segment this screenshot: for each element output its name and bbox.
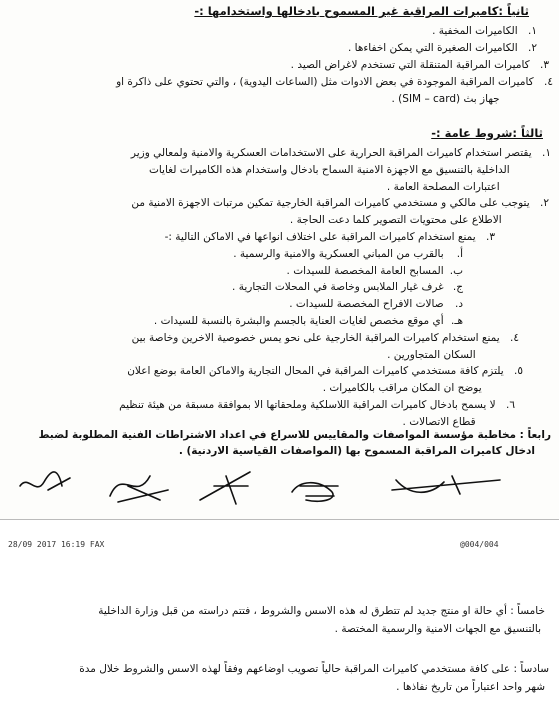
item-number: ج. bbox=[452, 281, 463, 294]
section-5-line-1: خامساً : أي حالة او منتج جديد لم تتطرق له هذه الاسس والشروط ، فتتم دراسته من قبل وزارة الداخلية bbox=[98, 605, 545, 617]
item-number: ٦. bbox=[506, 399, 515, 411]
s3-line bbox=[127, 364, 523, 378]
section-2-heading: ثانياً :كاميرات المراقبة غير المسموح بادخالها واستخدامها :- bbox=[194, 4, 529, 18]
item-text: لا يسمح بادخال كاميرات المراقبة اللاسلكية وملحقاتها الا بموافقة مسبقة من هيئة تنظيم bbox=[119, 399, 496, 411]
s3-line bbox=[233, 247, 463, 261]
s3-line bbox=[387, 180, 519, 194]
section-5-line-2: بالتنسيق مع الجهات الامنية والرسمية المختصة . bbox=[334, 623, 541, 635]
item-number: ١. bbox=[542, 147, 551, 159]
s3-line bbox=[289, 297, 463, 311]
item-text: يتوجب على مالكي و مستخدمي كاميرات المراقبة الخارجية تمكين مرتبات الاجهزة الامنية من bbox=[131, 197, 530, 210]
s3-line bbox=[287, 264, 463, 278]
item-text: المسابح العامة المخصصة للسيدات . bbox=[286, 264, 444, 277]
item-text: جهاز بث (SIM – card) . bbox=[391, 93, 500, 105]
section-3-heading: ثالثاً :شروط عامة :- bbox=[431, 126, 543, 140]
s3-line bbox=[119, 398, 515, 412]
s3-line bbox=[403, 415, 495, 429]
item-text: يوضح ان المكان مراقب بالكاميرات . bbox=[322, 382, 482, 395]
s2-line bbox=[116, 75, 553, 89]
s2-line bbox=[392, 92, 520, 106]
s3-line bbox=[290, 213, 521, 227]
s3-line bbox=[132, 331, 519, 345]
item-number: ٤. bbox=[510, 331, 519, 344]
s3-line bbox=[232, 280, 463, 294]
item-text: صالات الافراح المخصصة للسيدات . bbox=[289, 298, 444, 311]
s2-line bbox=[432, 24, 537, 38]
section-6-line-2: شهر واحد اعتباراً من تاريخ نفاذها . bbox=[396, 681, 545, 693]
item-text: يمنع استخدام كاميرات المراقبة على اختلاف انواعها في الاماكن التالية :- bbox=[164, 231, 476, 243]
section-4-line-1: رابعاً : مخاطبة مؤسسة المواصفات والمقاييس للاسراع في اعداد الاشتراطات الفنية المطلوبة لضبط bbox=[38, 429, 551, 441]
item-text: كاميرات المراقبة الموجودة في بعض الادوات مثل (الساعات اليدوية) ، والتي تحتوي على ذاكرة او bbox=[116, 76, 534, 88]
item-text: بالقرب من المباني العسكرية والامنية والرسمية . bbox=[233, 247, 444, 260]
section-6-line-1: سادساً : على كافة مستخدمي كاميرات المراقبة حالياً تصويب اوضاعهم وفقاً لهذه الاسس والشروط خلال مدة bbox=[79, 663, 549, 675]
item-number: ٣. bbox=[486, 231, 495, 243]
item-number: أ. bbox=[456, 247, 463, 260]
item-text: كاميرات المراقبة المتنقلة التي تستخدم لاغراض الصيد . bbox=[290, 59, 530, 71]
item-text: الكاميرات المخفية . bbox=[432, 25, 518, 37]
item-number: ٣. bbox=[540, 59, 549, 71]
s2-line bbox=[291, 58, 549, 72]
fax-page-counter: @004/004 bbox=[460, 540, 499, 549]
item-text: يقتصر استخدام كاميرات المراقبة الحرارية على الاستخدامات العسكرية والامنية ولمعالي وزير bbox=[130, 147, 532, 159]
s3-line bbox=[165, 230, 495, 244]
item-number: ٤. bbox=[544, 76, 553, 88]
item-text: يلتزم كافة مستخدمي كاميرات المراقبة في المحال التجارية والاماكن العامة بوضع اعلان bbox=[127, 365, 504, 378]
s3-line bbox=[323, 381, 501, 395]
s3-line bbox=[131, 146, 551, 160]
s3-line bbox=[131, 196, 549, 210]
item-text: قطاع الاتصالات . bbox=[402, 415, 476, 428]
item-number: ١. bbox=[528, 25, 537, 37]
item-number: هـ. bbox=[451, 315, 463, 327]
item-text: الداخلية بالتنسيق مع الاجهزة الامنية السماح بادخال واستخدام هذه الكاميرات لغايات bbox=[148, 163, 510, 176]
s3-line bbox=[149, 163, 529, 177]
section-4-line-2: ادخال كاميرات المراقبة المسموح بها (المواصفات القياسية الاردنية) . bbox=[178, 445, 535, 457]
item-text: غرف غيار الملابس وخاصة في المحلات التجارية . bbox=[232, 281, 444, 294]
item-number: ٢. bbox=[528, 42, 537, 54]
item-number: ٢. bbox=[540, 197, 549, 210]
s3-line bbox=[387, 348, 495, 362]
item-number: ٥. bbox=[514, 365, 523, 378]
document-page-2 bbox=[0, 530, 559, 706]
item-text: السكان المتجاورين . bbox=[387, 348, 476, 361]
s2-line bbox=[348, 41, 537, 55]
item-text: أي موقع مخصص لغايات العناية بالجسم والبشرة بالنسبة للسيدات . bbox=[153, 315, 444, 327]
item-text: يمنع استخدام كاميرات المراقبة الخارجية على نحو يمس خصوصية الاخرين وخاصة بين bbox=[131, 331, 500, 344]
fax-header-datetime: 28/09 2017 16:19 FAX bbox=[8, 540, 105, 549]
item-text: اعتبارات المصلحة العامة . bbox=[386, 180, 500, 193]
item-number: ب. bbox=[449, 264, 463, 277]
signatures-graphic bbox=[0, 456, 559, 518]
item-number: د. bbox=[454, 298, 463, 311]
item-text: الاطلاع على محتويات التصوير كلما دعت الحاجة . bbox=[289, 214, 502, 227]
s3-line bbox=[154, 314, 463, 328]
item-text: الكاميرات الصغيرة التي يمكن اخفاءها . bbox=[347, 42, 518, 54]
